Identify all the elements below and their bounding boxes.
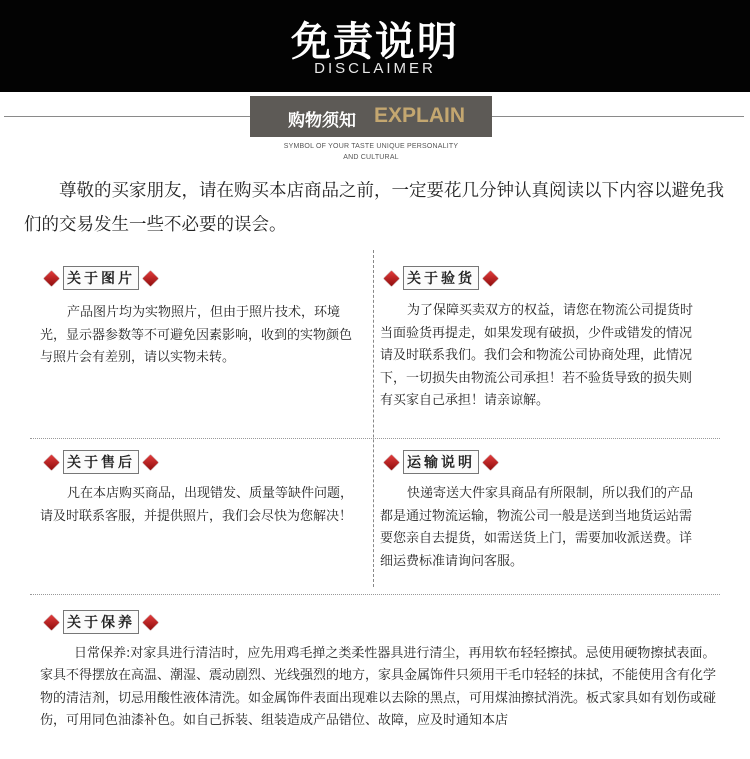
page-title: 免责说明	[291, 19, 459, 65]
row-divider-1	[30, 438, 720, 439]
diamond-icon	[143, 270, 159, 286]
heading-after-sales	[40, 450, 162, 474]
section-label-en: EXPLAIN	[374, 104, 466, 127]
after-sales-text: 凡在本店购买商品，出现错发、质量等缺件问题，请及时联系客服，并提供照片，我们会尽快为您解决！	[40, 486, 354, 524]
diamond-icon	[483, 454, 499, 470]
tagline-line-1: SYMBOL OF YOUR TASTE UNIQUE PERSONALITY	[283, 143, 459, 150]
diamond-icon	[384, 454, 400, 470]
divider-left	[4, 116, 250, 117]
diamond-icon	[44, 454, 60, 470]
heading-inspection-label: 关于验货	[403, 266, 479, 290]
diamond-icon	[44, 270, 60, 286]
heading-shipping	[380, 450, 502, 474]
tagline-line-2: AND CULTURAL	[343, 154, 399, 161]
shipping-text: 快递寄送大件家具商品有所限制，所以我们的产品都是通过物流运输，物流公司一般是送到当地货运站需要您亲自去提货，如需送货上门，需要加收派送费。详细运费标准请询问客服。	[380, 486, 694, 569]
intro-paragraph: 尊敬的买家朋友，请在购买本店商品之前，一定要花几分钟认真阅读以下内容以避免我们的交易发生一些不必要的误会。	[24, 181, 724, 235]
row-divider-2	[30, 594, 720, 595]
heading-pictures-label: 关于图片	[63, 266, 139, 290]
diamond-icon	[384, 270, 400, 286]
maintenance-text: 日常保养:对家具进行清洁时，应先用鸡毛掸之类柔性器具进行清尘，再用软布轻轻擦拭。忌使用硬物擦拭表面。家具不得摆放在高温、潮湿、震动剧烈、光线强烈的地方，家具金属饰件只须用干毛巾轻轻的抹拭，不能使用含有化学物的清洁剂，切忌用酸性液体清洗。如金属饰件表面出现难以去除的黑点，可用煤油擦拭消洗。板式家具如有划伤或碰伤，可用同色油漆补色。如自己拆装、组装造成产品错位、故障，应及时通知本店	[40, 646, 717, 728]
section-label-cn: 购物须知	[288, 111, 356, 131]
heading-maintenance-label: 关于保养	[63, 610, 139, 634]
pictures-text: 产品图片均为实物照片，但由于照片技术，环境光，显示器参数等不可避免因素影响，收到的实物颜色与照片会有差别，请以实物未转。	[40, 305, 353, 365]
diamond-icon	[44, 614, 60, 630]
column-divider	[373, 250, 374, 587]
diamond-icon	[143, 454, 159, 470]
heading-pictures	[40, 266, 162, 290]
page-subtitle: DISCLAIMER	[314, 60, 436, 77]
heading-maintenance	[40, 610, 162, 634]
diamond-icon	[483, 270, 499, 286]
divider-right	[492, 116, 744, 117]
heading-shipping-label: 运输说明	[403, 450, 479, 474]
heading-after-sales-label: 关于售后	[63, 450, 139, 474]
inspection-text: 为了保障买卖双方的权益，请您在物流公司提货时当面验货再提走，如果发现有破损，少件或错发的情况请及时联系我们。我们会和物流公司协商处理，此情况下，一切损失由物流公司承担！若不验货导致的损失则有买家自己承担！请亲谅解。	[380, 303, 694, 408]
heading-inspection	[380, 266, 502, 290]
diamond-icon	[143, 614, 159, 630]
